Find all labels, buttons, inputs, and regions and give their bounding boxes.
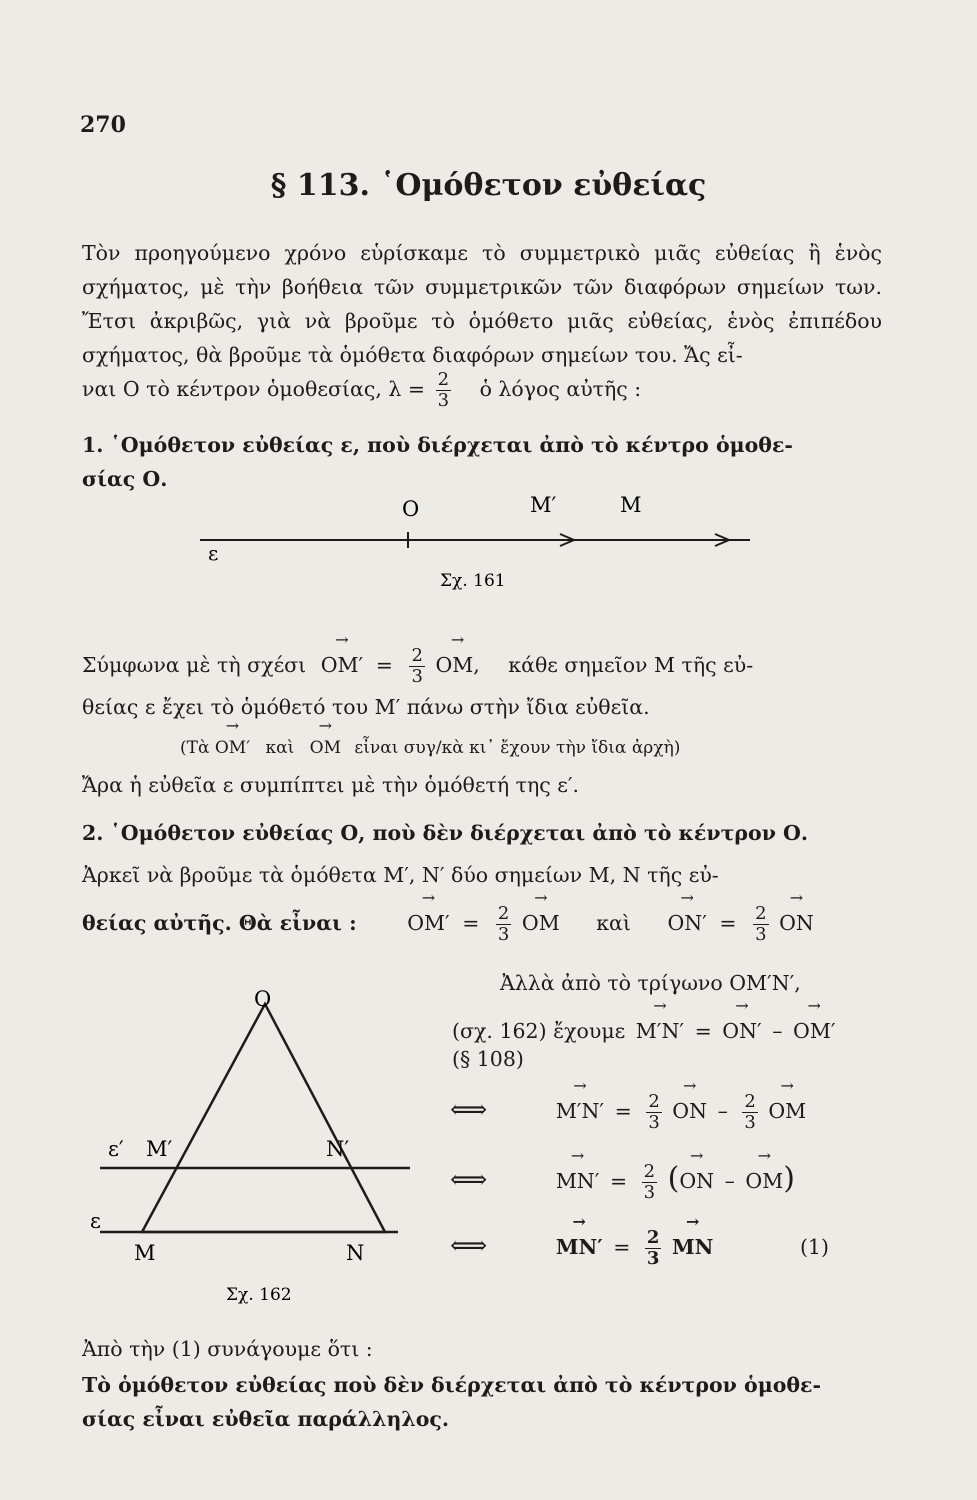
step1-frac-2: $\frac{2}{3}$ <box>744 1091 756 1133</box>
case1-note <box>180 738 680 758</box>
intro-line-start: ναι Ο τὸ κέντρον ὁμοθεσίας, λ = <box>82 377 426 401</box>
eq1-lhs: → OM′ <box>407 910 449 936</box>
intro-paragraph: Τὸν προηγούμενο χρόνο εὑρίσκαμε τὸ συμμετρικὸ μιᾶς εὐθείας ἢ ἑνὸς σχήματος, μὲ τὴν βοήθεια τῶν συμμετρικῶν τῶν διαφόρων σημείων των. Ἔτσι ἀκριβῶς, γιὰ νὰ βροῦμε τὸ ὁμόθετο μιᾶς εὐθείας, ἑνὸς ἐπιπέδου σχήματος, θὰ βροῦμε τὰ ὁμόθετα διαφόρων σημείων του. Ἄς εἶ- <box>82 241 882 367</box>
label-e: ε <box>208 541 219 565</box>
eq2-fraction: $\frac{2}{3}$ <box>755 903 767 945</box>
case1-heading-cont: σίας Ο. <box>82 467 168 491</box>
case1-line2: θείας ε ἔχει τὸ ὁμόθετό του Μ′ πάνω στὴν ἴδια εὐθεῖα. <box>82 695 650 719</box>
eq2-lhs: → ON′ <box>667 910 706 936</box>
step2-v1: → ON <box>679 1168 714 1194</box>
relation-start: Σύμφωνα μὲ τὴ σχέσι <box>82 653 307 677</box>
case2-line1: Ἀρκεῖ νὰ βροῦμε τὰ ὁμόθετα Μ′, Ν′ δύο σημείων Μ, Ν τῆς εὐ- <box>82 863 719 887</box>
triangle-relation: (σχ. 162) ἔχουμε → M′N′ = → ON′ – → OM′ <box>452 1018 835 1044</box>
note-rest: εἶναι συγ/κὰ κι᾿ ἔχουν τὴν ἴδια ἀρχὴ) <box>354 738 681 758</box>
step1-row: ⟺ → M′N′ = $\frac{2}{3}$ → ON – $\frac{2}{3}$ → OM <box>450 1092 806 1133</box>
label-M1: M′ <box>530 493 557 517</box>
section-title: § 113. ῾Ομόθετον εὐθείας <box>270 168 707 203</box>
step3-frac: $\frac{2}{3}$ <box>646 1227 660 1269</box>
step2-lhs: → MN′ <box>556 1168 600 1194</box>
case1-heading: 1. ῾Ομόθετον εὐθείας ε, ποὺ διέρχεται ἀπὸ τὸ κέντρο ὁμοθε- <box>82 433 793 457</box>
vector-OM: → OM, <box>435 652 479 678</box>
case2-line2-start: θείας αὐτῆς. Θὰ εἶναι : <box>82 911 357 935</box>
final-line-2: σίας εἶναι εὐθεῖα παράλληλος. <box>82 1407 450 1431</box>
eq2-rhs: → ON <box>779 910 814 936</box>
step3-rhs: → MN <box>672 1234 713 1260</box>
step1-v2: → OM <box>768 1098 806 1124</box>
case2-heading: 2. ῾Ομόθετον εὐθείας Ο, ποὺ δὲν διέρχεται ἀπὸ τὸ κέντρον Ο. <box>82 821 809 845</box>
label-M: M <box>620 493 642 517</box>
caption-161: Σχ. 161 <box>440 571 506 591</box>
step3-lhs: → MN′ <box>556 1234 603 1260</box>
label-O: O <box>402 497 420 521</box>
equation-label: (1) <box>799 1235 829 1259</box>
triangle-OMN <box>142 1004 385 1232</box>
equals-sign: = <box>375 653 393 677</box>
equivalence-icon: ⟺ <box>450 1165 488 1195</box>
triangle-vector-2: → ON′ <box>722 1018 761 1044</box>
paragraph-ref: (§ 108) <box>452 1047 524 1071</box>
case1-conclusion: Ἄρα ἡ εὐθεῖα ε συμπίπτει μὲ τὴν ὁμόθετή της ε′. <box>82 773 580 797</box>
eq-and: καὶ <box>596 911 631 935</box>
final-line-1: Τὸ ὁμόθετον εὐθείας ποὺ δὲν διέρχεται ἀπὸ τὸ κέντρον ὁμοθε- <box>82 1373 822 1397</box>
step2-frac: $\frac{2}{3}$ <box>643 1161 656 1203</box>
label-e: ε <box>90 1209 101 1233</box>
figure-162 <box>80 984 410 1314</box>
case1-relation <box>82 646 753 687</box>
eq1-rhs: → OM <box>522 910 560 936</box>
label-N-prime: N′ <box>326 1137 350 1161</box>
figure-161 <box>190 488 770 598</box>
caption-162: Σχ. 162 <box>226 1285 292 1305</box>
note-vector-2: → OM <box>310 738 341 758</box>
label-e-prime: ε′ <box>108 1137 124 1161</box>
equivalence-icon: ⟺ <box>450 1095 488 1125</box>
label-N: N <box>346 1241 365 1265</box>
note-open: (Τὰ <box>180 738 210 758</box>
step3-row: ⟺ → MN′ = $\frac{2}{3}$ → MN (1) <box>450 1228 829 1269</box>
step2-v2: → OM <box>745 1168 783 1194</box>
relation-fraction: $\frac{2}{3}$ <box>411 645 423 687</box>
relation-end: κάθε σημεῖον Μ τῆς εὐ- <box>508 653 754 677</box>
step2-row: ⟺ → MN′ = $\frac{2}{3}$ (→ ON – → OM) <box>450 1162 795 1203</box>
page-number: 270 <box>80 112 126 138</box>
triangle-vector-3: → OM′ <box>793 1018 835 1044</box>
triangle-line: Ἀλλὰ ἀπὸ τὸ τρίγωνο ΟΜ′Ν′, <box>500 971 801 995</box>
ratio-fraction: $\frac{2}{3}$ <box>437 369 450 411</box>
triangle-vector-1: → M′N′ <box>636 1018 684 1044</box>
case2-line2: θείας αὐτῆς. Θὰ εἶναι : → OM′ = $\frac{2}{3}$ → OM καὶ → ON′ = $\frac{2}{3}$ → ON <box>82 904 814 945</box>
note-vector-1: → OM′ <box>215 738 250 758</box>
from-eq1-line: Ἀπὸ τὴν (1) συνάγουμε ὅτι : <box>82 1337 373 1361</box>
intro-line-end: ὁ λόγος αὐτῆς : <box>479 377 642 401</box>
step1-v1: → ON <box>672 1098 707 1124</box>
label-O: O <box>254 987 272 1011</box>
label-M: M <box>134 1241 156 1265</box>
vector-OM1: → OM′ <box>321 652 363 678</box>
equivalence-icon: ⟺ <box>450 1231 488 1261</box>
label-M-prime: M′ <box>146 1137 173 1161</box>
step1-frac-1: $\frac{2}{3}$ <box>648 1091 660 1133</box>
eq1-fraction: $\frac{2}{3}$ <box>497 903 510 945</box>
triangle-ref: (σχ. 162) ἔχουμε <box>452 1019 626 1043</box>
intro-ratio-line <box>82 370 641 411</box>
note-and: καὶ <box>265 738 295 758</box>
step1-lhs: → M′N′ <box>556 1098 604 1124</box>
